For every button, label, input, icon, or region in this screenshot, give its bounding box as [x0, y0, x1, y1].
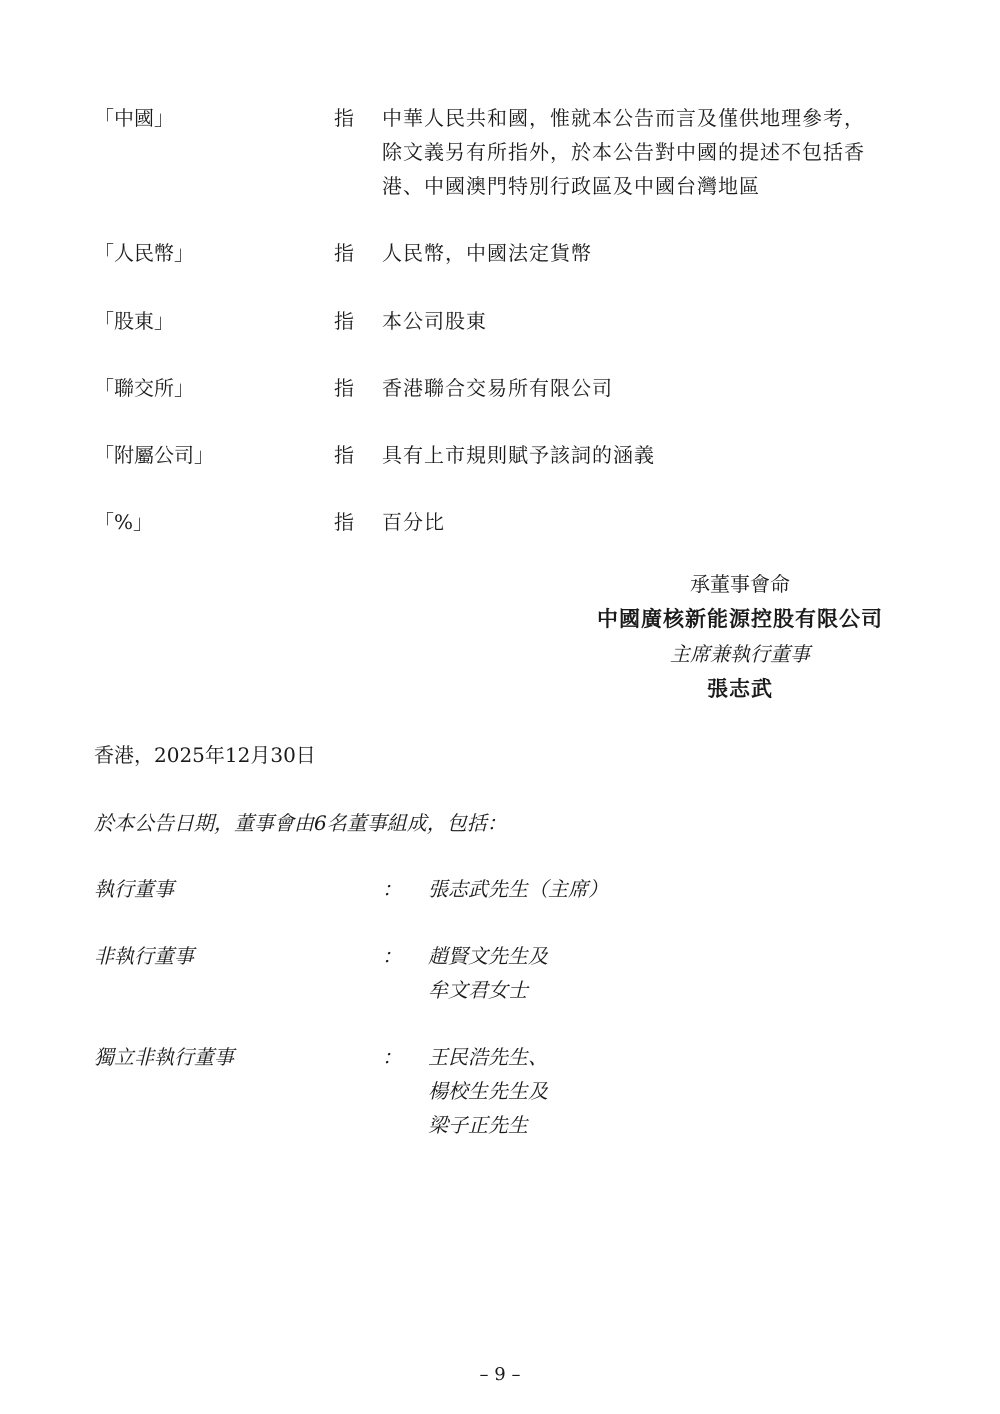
- signature-company: 中國廣核新能源控股有限公司: [597, 606, 883, 631]
- definition-line: 中華人民共和國，惟就本公告而言及僅供地理參考，: [382, 106, 865, 130]
- definition-term: 「聯交所」: [94, 376, 194, 400]
- signature-name: 張志武: [707, 676, 773, 701]
- director-category: 獨立非執行董事: [94, 1045, 234, 1069]
- director-name: 趙賢文先生及: [428, 944, 548, 968]
- definition-means: 指: [334, 241, 354, 265]
- definition-line: 除文義另有所指外，於本公告對中國的提述不包括香: [382, 140, 865, 164]
- definition-line: 人民幣，中國法定貨幣: [382, 241, 592, 265]
- signature-title: 主席兼執行董事: [670, 642, 810, 666]
- definition-term: 「股東」: [94, 309, 174, 333]
- definition-line: 香港聯合交易所有限公司: [382, 376, 613, 400]
- definition-line: 本公司股東: [382, 309, 487, 333]
- definition-term: 「附屬公司」: [94, 443, 214, 467]
- director-name: 楊校生先生及: [428, 1079, 548, 1103]
- definition-text: [382, 438, 922, 472]
- board-intro: 於本公告日期，董事會由6名董事組成，包括：: [94, 811, 507, 835]
- definition-line: 具有上市規則賦予該詞的涵義: [382, 443, 655, 467]
- director-colon: ：: [382, 1045, 402, 1069]
- director-name: 梁子正先生: [428, 1113, 528, 1137]
- director-names: [428, 939, 548, 1007]
- director-names: [428, 1040, 548, 1142]
- definition-text: [382, 304, 922, 338]
- director-name: 王民浩先生、: [428, 1045, 548, 1069]
- definition-text: [382, 371, 922, 405]
- dateline: 香港，2025年12月30日: [94, 743, 316, 767]
- director-name: 張志武先生（主席）: [428, 877, 608, 901]
- definition-term: 「中國」: [94, 106, 174, 130]
- director-colon: ：: [382, 877, 402, 901]
- definition-text: [382, 236, 922, 270]
- signature-by-order: 承董事會命: [690, 572, 790, 596]
- definition-means: 指: [334, 376, 354, 400]
- definition-line: 港、中國澳門特別行政區及中國台灣地區: [382, 174, 760, 198]
- definition-term: 「人民幣」: [94, 241, 194, 265]
- definition-term: 「%」: [94, 510, 154, 534]
- director-colon: ：: [382, 944, 402, 968]
- director-category: 非執行董事: [94, 944, 194, 968]
- director-category: 執行董事: [94, 877, 174, 901]
- definition-text: [382, 101, 922, 203]
- director-names: [428, 872, 608, 906]
- definition-text: [382, 505, 922, 539]
- definition-means: 指: [334, 309, 354, 333]
- definition-means: 指: [334, 443, 354, 467]
- definition-means: 指: [334, 510, 354, 534]
- definition-means: 指: [334, 106, 354, 130]
- director-name: 牟文君女士: [428, 978, 528, 1002]
- definition-line: 百分比: [382, 510, 445, 534]
- page-number: – 9 –: [479, 1364, 521, 1385]
